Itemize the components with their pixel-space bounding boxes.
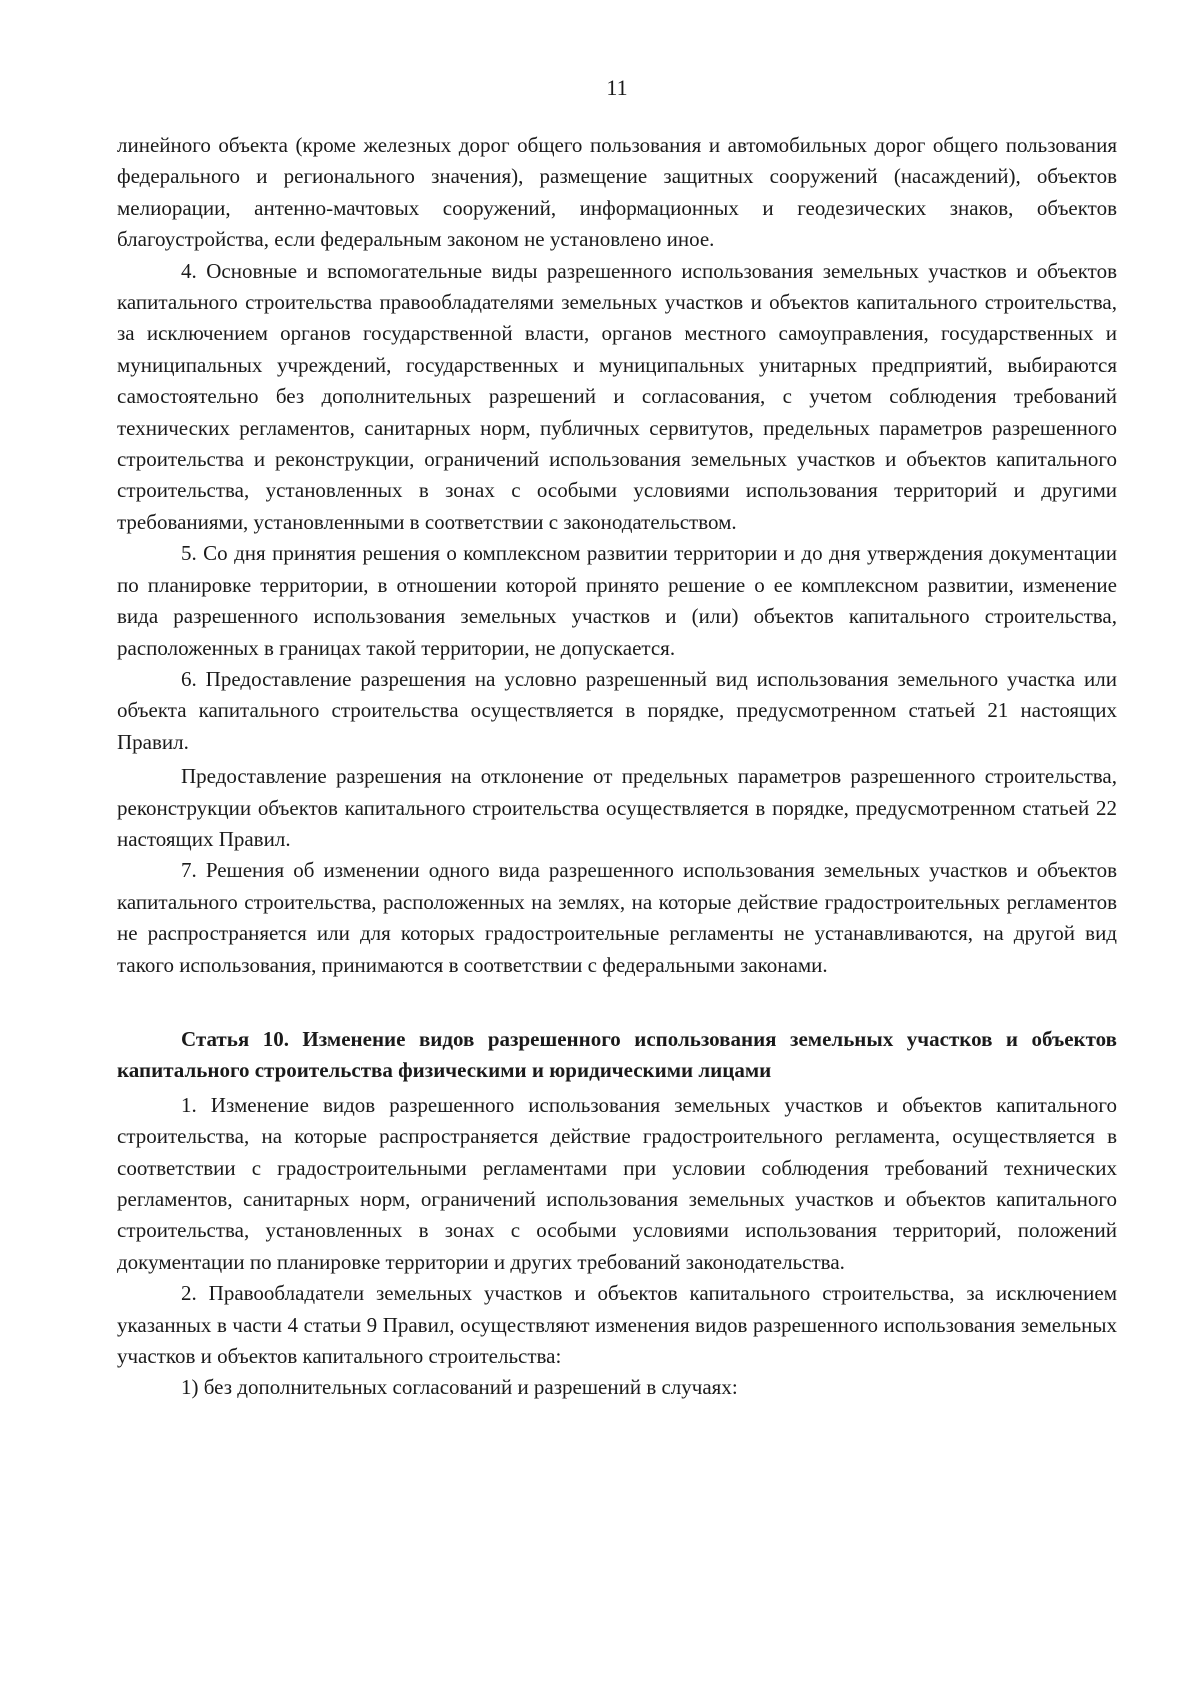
paragraph-item-4: 4. Основные и вспомогательные виды разрешенного использования земельных участков и объектов капитального строительства правообладателями земельных участков и объектов капитального строительства, за исключением органов государственной власти, органов местного самоуправления, государственных и муниципальных учреждений, государственных и муниципальных унитарных предприятий, выбираются самостоятельно без дополнительных разрешений и согласования, с учетом соблюдения требований технических регламентов, санитарных норм, публичных сервитутов, предельных параметров разрешенного строительства и реконструкции, ограничений использования земельных участков и объектов капитального строительства, установленных в зонах с особыми условиями использования территорий и другими требованиями, установленными в соответствии с законодательством. bbox=[117, 258, 1117, 534]
article-heading: Статья 10. Изменение видов разрешенного использования земельных участков и объектов капитального строительства физическими и юридическими лицами bbox=[117, 1026, 1117, 1083]
article-paragraph-2: 2. Правообладатели земельных участков и объектов капитального строительства, за исключением указанных в части 4 статьи 9 Правил, осуществляют изменения видов разрешенного использования земельных участков и объектов капитального строительства: bbox=[117, 1281, 1117, 1369]
page-number: 11 bbox=[606, 75, 628, 100]
paragraph-item-6: 6. Предоставление разрешения на условно разрешенный вид использования земельного участка или объекта капитального строительства осуществляется в порядке, предусмотренном статьей 21 настоящих Правил. bbox=[117, 666, 1117, 754]
paragraph-item-5: 5. Со дня принятия решения о комплексном развитии территории и до дня утверждения документации по планировке территории, в отношении которой принято решение о ее комплексном развитии, изменение вида разрешенного использования земельных участков и (или) объектов капитального строительства, расположенных в границах такой территории, не допускается. bbox=[117, 541, 1117, 660]
paragraph-item-7: 7. Решения об изменении одного вида разрешенного использования земельных участков и объектов капитального строительства, расположенных на землях, на которые действие градостроительных регламентов не распространяется или для которых градостроительные регламенты не устанавливаются, на другой вид такого использования, принимаются в соответствии с федеральными законами. bbox=[117, 858, 1117, 977]
article-paragraph-1: 1. Изменение видов разрешенного использования земельных участков и объектов капитального строительства, на которые распространяется действие градостроительного регламента, осуществляется в соответствии с градостроительными регламентами при условии соблюдения требований технических регламентов, санитарных норм, ограничений использования земельных участков и объектов капитального строительства, установленных в зонах с особыми условиями использования территорий, положений документации по планировке территории и других требований законодательства. bbox=[117, 1092, 1117, 1274]
paragraph-continuation: линейного объекта (кроме железных дорог общего пользования и автомобильных дорог общего пользования федерального и регионального значения), размещение защитных сооружений (насаждений), объектов мелиорации, антенно-мачтовых сооружений, информационных и геодезических знаков, объектов благоустройства, если федеральным законом не установлено иное. bbox=[117, 133, 1117, 252]
document-body bbox=[117, 130, 1117, 1404]
article-subitem-1: 1) без дополнительных согласований и разрешений в случаях: bbox=[181, 1375, 738, 1400]
paragraph-item-6-continued: Предоставление разрешения на отклонение от предельных параметров разрешенного строительства, реконструкции объектов капитального строительства осуществляется в порядке, предусмотренном статьей 22 настоящих Правил. bbox=[117, 764, 1117, 851]
